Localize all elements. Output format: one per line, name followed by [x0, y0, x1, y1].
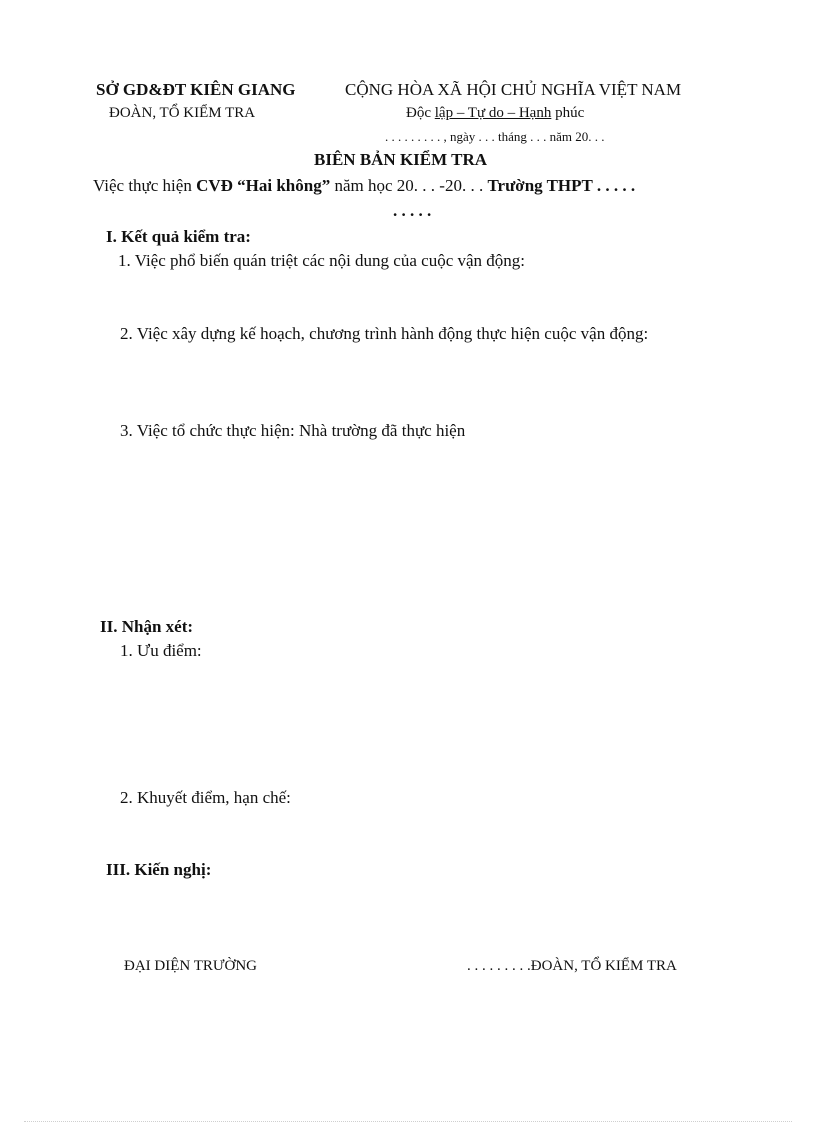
- section-2-item-1: 1. Ưu điểm:: [120, 641, 202, 660]
- page-bottom-divider: [24, 1121, 792, 1122]
- section-2-heading: II. Nhận xét:: [100, 617, 194, 636]
- section-3-number: III.: [106, 860, 131, 879]
- subtitle-part1: Việc thực hiện: [93, 176, 197, 195]
- subtitle-school: Trường THPT . . . . .: [487, 176, 636, 195]
- motto-suffix: phúc: [551, 105, 585, 121]
- subtitle-continuation: . . . . .: [393, 201, 432, 220]
- department-name: SỞ GD&ĐT KIÊN GIANG: [96, 80, 296, 99]
- section-1-item-3: 3. Việc tổ chức thực hiện: Nhà trường đã thực hiện: [120, 421, 466, 440]
- national-motto: [406, 105, 584, 122]
- national-title: CỘNG HÒA XÃ HỘI CHỦ NGHĨA VIỆT NAM: [345, 80, 682, 99]
- date-line: . . . . . . . . . , ngày . . . tháng . . . năm 20. . .: [385, 129, 605, 144]
- section-1-item-2: 2. Việc xây dựng kế hoạch, chương trình hành động thực hiện cuộc vận động:: [120, 324, 649, 343]
- section-3-label: Kiến nghị:: [130, 860, 212, 879]
- document-title: BIÊN BẢN KIỂM TRA: [314, 150, 488, 169]
- subtitle-campaign: CVĐ “Hai không”: [196, 176, 331, 195]
- subtitle-part2: năm học 20. . . -20. . .: [330, 176, 488, 195]
- section-1-item-1: 1. Việc phổ biến quán triệt các nội dung của cuộc vận động:: [118, 251, 526, 270]
- section-3-heading: [106, 860, 211, 880]
- motto-underlined: lập – Tự do – Hạnh: [434, 105, 552, 121]
- inspection-team-name: ĐOÀN, TỔ KIỂM TRA: [109, 105, 256, 121]
- motto-prefix: Độc: [406, 105, 435, 121]
- section-2-item-2: 2. Khuyết điểm, hạn chế:: [120, 788, 291, 807]
- section-1-heading: I. Kết quả kiểm tra:: [106, 227, 251, 246]
- school-representative-label: ĐẠI DIỆN TRƯỜNG: [124, 958, 258, 974]
- document-subtitle: [93, 176, 635, 196]
- inspection-team-signature-label: . . . . . . . . .ĐOÀN, TỔ KIỂM TRA: [467, 958, 677, 974]
